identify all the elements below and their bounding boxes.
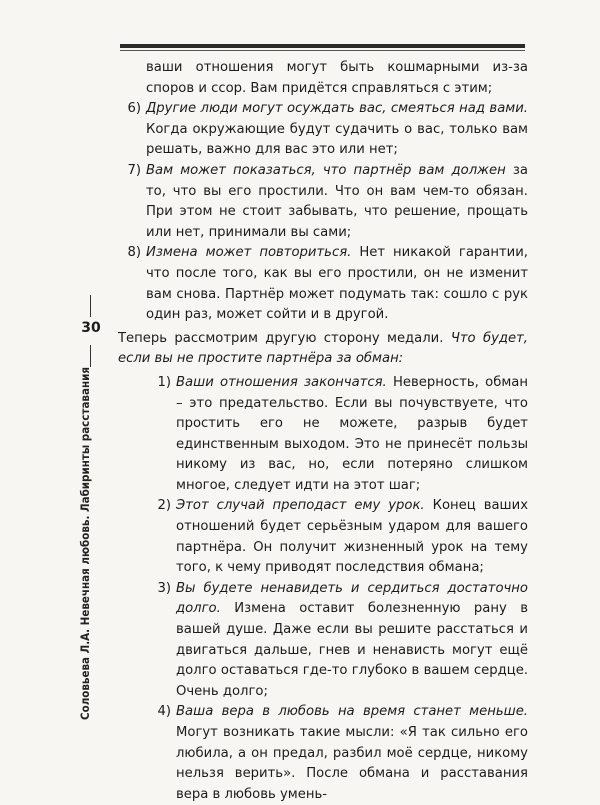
item-number: 7): [127, 162, 141, 178]
item-content: за то, что вы его простили. Что он вам чем-то обязан. При этом не стоит забывать, что решение, прощать или нет, принимали вы сами;: [146, 162, 528, 240]
item-content: Нет никакой гарантии, что после того, как вы его простили, он не изменит вам снова. Партнёр может подумать так: сошло с рук один раз, может сойти и в другой.: [146, 245, 528, 323]
item-content: Неверность, обман – это предательство. Если вы почувствуете, что простить его не можете, разрыв будет единственным выходом. Это не принесёт пользы никому из вас, но, если потеряно слишком многое, следует идти на этот шаг;: [176, 374, 528, 493]
item-emphasis: Другие люди могут осуждать вас, смеяться над вами.: [146, 101, 528, 117]
item-text: [176, 373, 528, 497]
item-emphasis: Вам может показаться, что партнёр вам должен: [146, 162, 506, 178]
item-text: [146, 161, 528, 243]
item-number: 8): [127, 245, 141, 261]
page-number-rule-bottom: [90, 345, 91, 367]
item-content: Когда окружающие будут судачить о вас, только вам решать, важно для вас это или нет;: [146, 121, 528, 158]
item-text: [176, 496, 528, 578]
item-text: [176, 579, 528, 703]
list-item: [118, 99, 528, 161]
intro-text: Теперь рассмотрим другую сторону медали.: [118, 330, 451, 346]
item-number: 2): [157, 498, 171, 514]
item-text: [146, 243, 528, 325]
item-emphasis: Вы будете ненавидеть и сердиться достаточно долго.: [176, 580, 528, 617]
item-number: 1): [157, 374, 171, 390]
running-title: Соловьева Л.А. Невечная любовь. Лабиринты расставания: [78, 367, 92, 720]
header-rule: [120, 44, 525, 48]
page-number-rule-top: [90, 295, 91, 317]
item-content: Конец ваших отношений будет серьёзным ударом для вашего партнёра. Он получит жизненный урок на тему того, к чему приводят последствия обмана;: [176, 498, 528, 576]
list-item: [148, 496, 528, 578]
list-item: [148, 579, 528, 703]
item-number: 6): [127, 101, 141, 117]
item-content: Измена оставит болезненную рану в вашей душе. Даже если вы решите расстаться и двигаться дальше, гнев и ненависть могут ещё долго оставаться где-то глубоко в вашем сердце. Очень долго;: [176, 601, 528, 699]
page-number: 30: [81, 320, 101, 336]
list-item: [118, 243, 528, 325]
item-emphasis: Ваша вера в любовь на время станет меньше.: [176, 704, 528, 720]
item-content: Могут возникать такие мысли: «Я так сильно его любила, а он предал, разбил моё сердце, никому нельзя верить». После обмана и расставания вера в любовь умень-: [176, 725, 528, 802]
header-rule-thin: [120, 50, 525, 51]
item-text: [146, 99, 528, 161]
intro-paragraph: [118, 329, 528, 370]
item-emphasis: Ваши отношения закончатся.: [176, 374, 387, 390]
item-number: 4): [157, 704, 171, 720]
item-number: 3): [157, 580, 171, 596]
continuation-paragraph: ваши отношения могут быть кошмарными из-за споров и ссор. Вам придётся справляться с этим;: [146, 60, 528, 96]
intro-emphasis: Что будет, если вы не простите партнёра за обман:: [118, 330, 528, 367]
list-item: [148, 373, 528, 497]
item-emphasis: Этот случай преподаст ему урок.: [176, 498, 425, 514]
item-text: [176, 702, 528, 805]
item-emphasis: Измена может повториться.: [146, 245, 352, 261]
side-margin: [78, 0, 102, 750]
list-item: [148, 702, 528, 805]
list-item: [118, 161, 528, 243]
page-body: [118, 58, 528, 805]
